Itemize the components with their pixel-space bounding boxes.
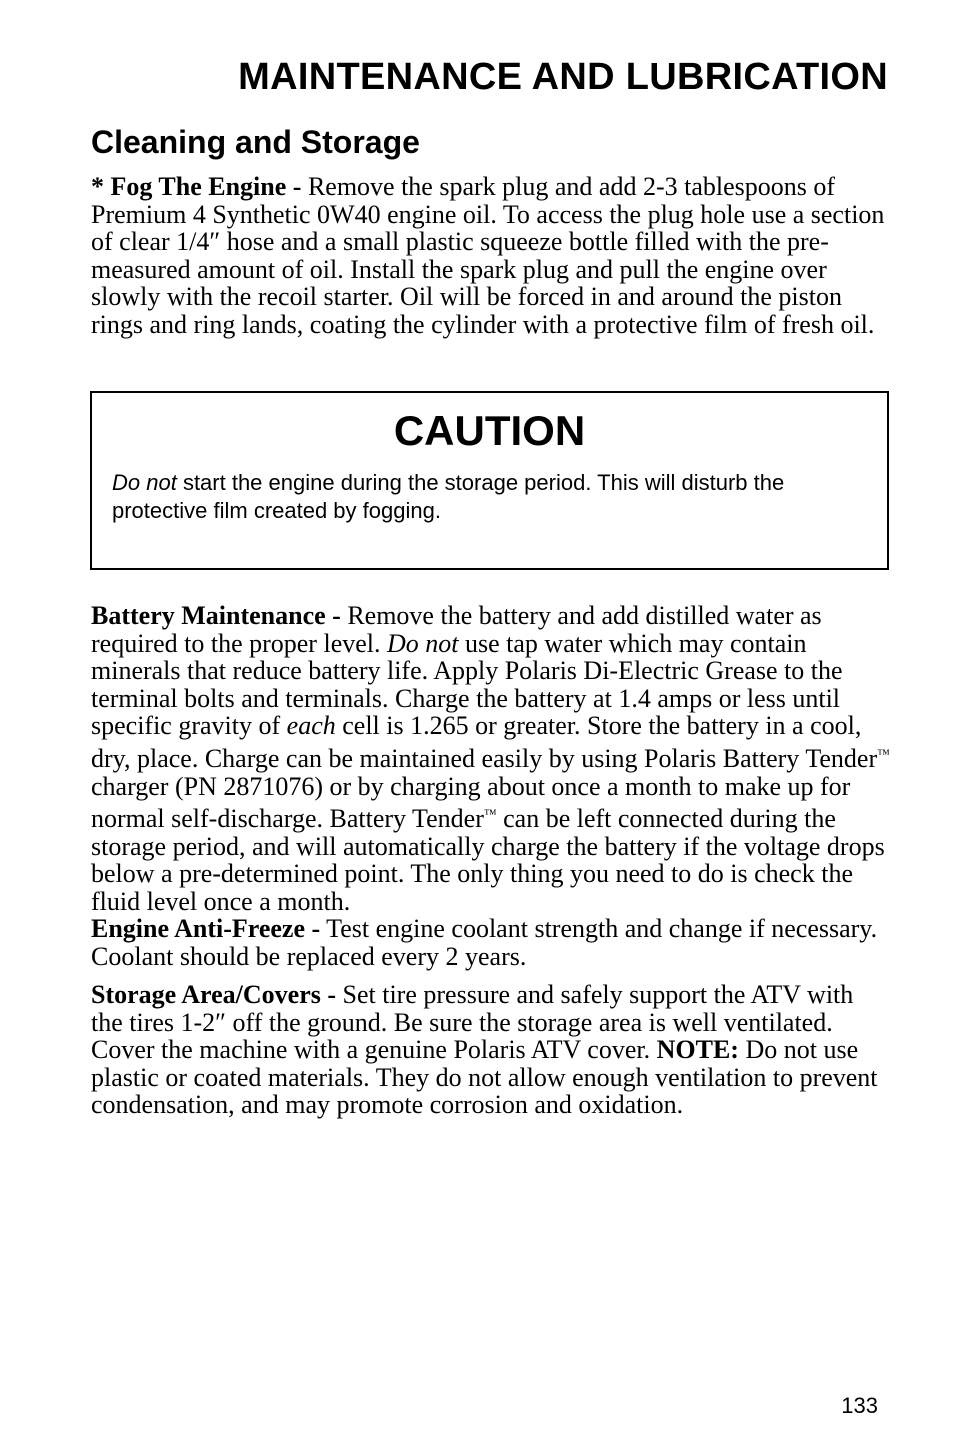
- caution-box: [90, 391, 889, 570]
- subsection-title: Cleaning and Storage: [91, 124, 420, 160]
- battery-emphasis-1: Do not: [387, 628, 459, 658]
- trademark-symbol: ™: [877, 745, 890, 761]
- storage-area-label: Storage Area/Covers -: [91, 980, 337, 1009]
- caution-emphasis: Do not: [112, 470, 177, 495]
- page-number: 133: [841, 1393, 878, 1418]
- caution-heading: CAUTION: [393, 407, 586, 454]
- caution-body: start the engine during the storage period. This will disturb the protective film created by fogging.: [112, 470, 785, 523]
- section-title: MAINTENANCE AND LUBRICATION: [238, 56, 888, 98]
- battery-text-2: use tap water which may contain minerals that reduce battery life. Apply Polaris Di-Electric Grease to the terminal bolts and terminals. Charge the battery at 1.4 amps or less until specific gravity of: [91, 628, 843, 741]
- storage-area-paragraph: [91, 981, 891, 1119]
- engine-antifreeze-text: Test engine coolant strength and change if necessary. Coolant should be replaced every 2 years.: [91, 914, 878, 971]
- caution-text: [112, 469, 872, 525]
- battery-emphasis-2: each: [286, 711, 336, 741]
- storage-area-text-2: Do not use plastic or coated materials. They do not allow enough ventilation to prevent condensation, and may promote corrosion and oxidation.: [91, 1035, 878, 1120]
- engine-antifreeze-paragraph: [91, 915, 891, 970]
- battery-text-3: cell is 1.265 or greater. Store the battery in a cool, dry, place. Charge can be maintained easily by using Polaris Battery Tender: [91, 711, 878, 773]
- battery-text-1: Remove the battery and add distilled water as required to the proper level.: [91, 601, 822, 658]
- note-label: NOTE:: [656, 1035, 739, 1065]
- battery-text-4: charger (PN 2871076) or by charging about once a month to make up for normal self-discharge. Battery Tender: [91, 771, 851, 834]
- fog-engine-label: * Fog The Engine -: [91, 172, 302, 201]
- storage-area-text-1: Set tire pressure and safely support the ATV with the tires 1-2″ off the ground. Be sure the storage area is well ventilated. Cover the machine with a genuine Polaris ATV cover.: [91, 980, 854, 1065]
- battery-text-5: can be left connected during the storage period, and will automatically charge the battery if the voltage drops below a pre-determined point. The only thing you need to do is check the fluid level once a month.: [91, 804, 885, 916]
- battery-maintenance-paragraph: [91, 602, 891, 916]
- fog-engine-text: Remove the spark plug and add 2-3 tablespoons of Premium 4 Synthetic 0W40 engine oil. To access the plug hole use a section of clear 1/4″ hose and a small plastic squeeze bottle filled with the pre-measured amount of oil. Install the spark plug and pull the engine over slowly with the recoil starter. Oil will be forced in and around the piston rings and ring lands, coating the cylinder with a protective film of fresh oil.: [91, 172, 885, 339]
- engine-antifreeze-label: Engine Anti-Freeze -: [91, 914, 321, 943]
- battery-maintenance-label: Battery Maintenance -: [91, 601, 341, 630]
- trademark-symbol: ™: [483, 806, 497, 822]
- fog-engine-paragraph: [91, 173, 891, 339]
